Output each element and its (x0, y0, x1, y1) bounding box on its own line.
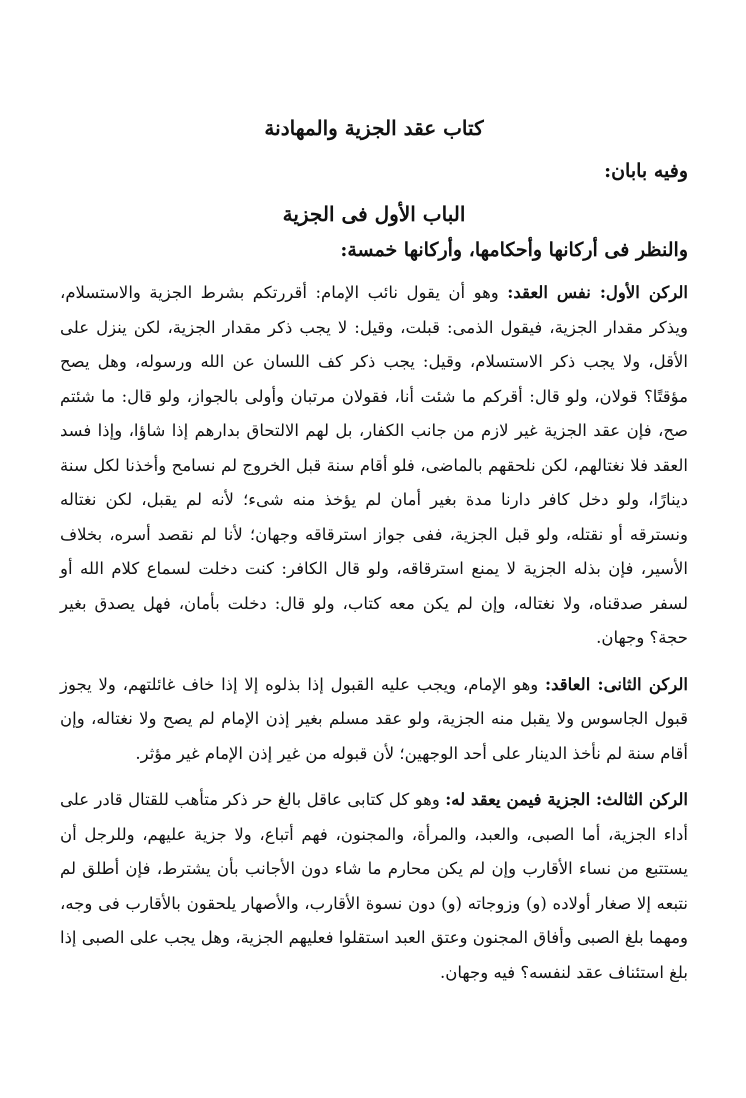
book-title: كتاب عقد الجزية والمهادنة (264, 116, 484, 140)
section-first-pillar (60, 276, 688, 656)
chapter-lead: والنظر فى أركانها وأحكامها، وأركانها خمسة: (340, 239, 688, 261)
section-text: وهو كل كتابى عاقل بالغ حر ذكر متأهب للقتال قادر على أداء الجزية، أما الصبى، والعبد، والمرأة، والمجنون، فهم أتباع، ولا جزية عليهم، وللرجل أن يستتبع من نساء الأقارب وإن لم يكن محارم ما شاء دون الأجانب بأن يشترط، فإن أطلق لم نتبعه إلا صغار أولاده (و) وزوجاته (و) دون نسوة الأقارب، والأصهار يلحقون بالأقارب فى وجه، ومهما بلغ الصبى وأفاق المجنون وعتق العبد استقلوا فعليهم الجزية، وهل يجب على الصبى إذا بلغ استئناف عقد لنفسه؟ فيه وجهان. (60, 790, 688, 982)
section-third-pillar (60, 783, 688, 990)
section-text: وهو أن يقول نائب الإمام: أقررتكم بشرط الجزية والاستسلام، ويذكر مقدار الجزية، فيقول الذمى: قبلت، وقيل: لا يجب ذكر مقدار الجزية، لكن ينزل على الأقل، ولا يجب ذكر الاستسلام، وقيل: يجب ذكر كف اللسان عن الله ورسوله، وهل يصح مؤقتًا؟ قولان، ولو قال: أقركم ما شئت أنا، فقولان مرتبان وأولى بالجواز، ولو قال: ما شئتم صح، فإن عقد الجزية غير لازم من جانب الكفار، بل لهم الالتحاق بدارهم إذا شاؤا، وإذا فسد العقد فلا نغتالهم، لكن نلحقهم بالماضى، فلو أقام سنة قبل الخروج لم نسامح وأخذنا لكل سنة دينارًا، ولو دخل كافر دارنا مدة بغير أمان لم يؤخذ منه شىء؛ لأنه لم يقبل، لكن نغتاله ونسترقه أو نقتله، ولو قبل الجزية، ففى جواز استرقاقه وجهان؛ لأنا لم نقصد أسره، بخلاف الأسير، فإن بذله الجزية لا يمنع استرقاقه، ولو قال الكافر: كنت دخلت لسماع كلام الله أو لسفر صدقناه، ولا نغتاله، وإن لم يكن معه كتاب، ولو قال: دخلت بأمان، فهل يصدق بغير حجة؟ وجهان. (60, 283, 688, 647)
intro-line: وفيه بابان: (604, 160, 688, 182)
document-page (60, 110, 688, 1002)
chapter-title: الباب الأول فى الجزية (282, 202, 466, 226)
section-heading: الركن الثانى: العاقد: (545, 674, 688, 694)
section-text: وهو الإمام، ويجب عليه القبول إذا بذلوه إلا إذا خاف غائلتهم، ولا يجوز قبول الجاسوس ولا يقبل منه الجزية، ولو عقد مسلم بغير إذن الإمام لم يصح ولا نغتاله، وإن أقام سنة لم نأخذ الدينار على أحد الوجهين؛ لأن قبوله من غير إذن الإمام غير مؤثر. (60, 674, 688, 763)
section-heading: الركن الثالث: الجزية فيمن يعقد له: (445, 790, 689, 809)
section-second-pillar (60, 668, 688, 772)
section-heading: الركن الأول: نفس العقد: (507, 283, 688, 302)
